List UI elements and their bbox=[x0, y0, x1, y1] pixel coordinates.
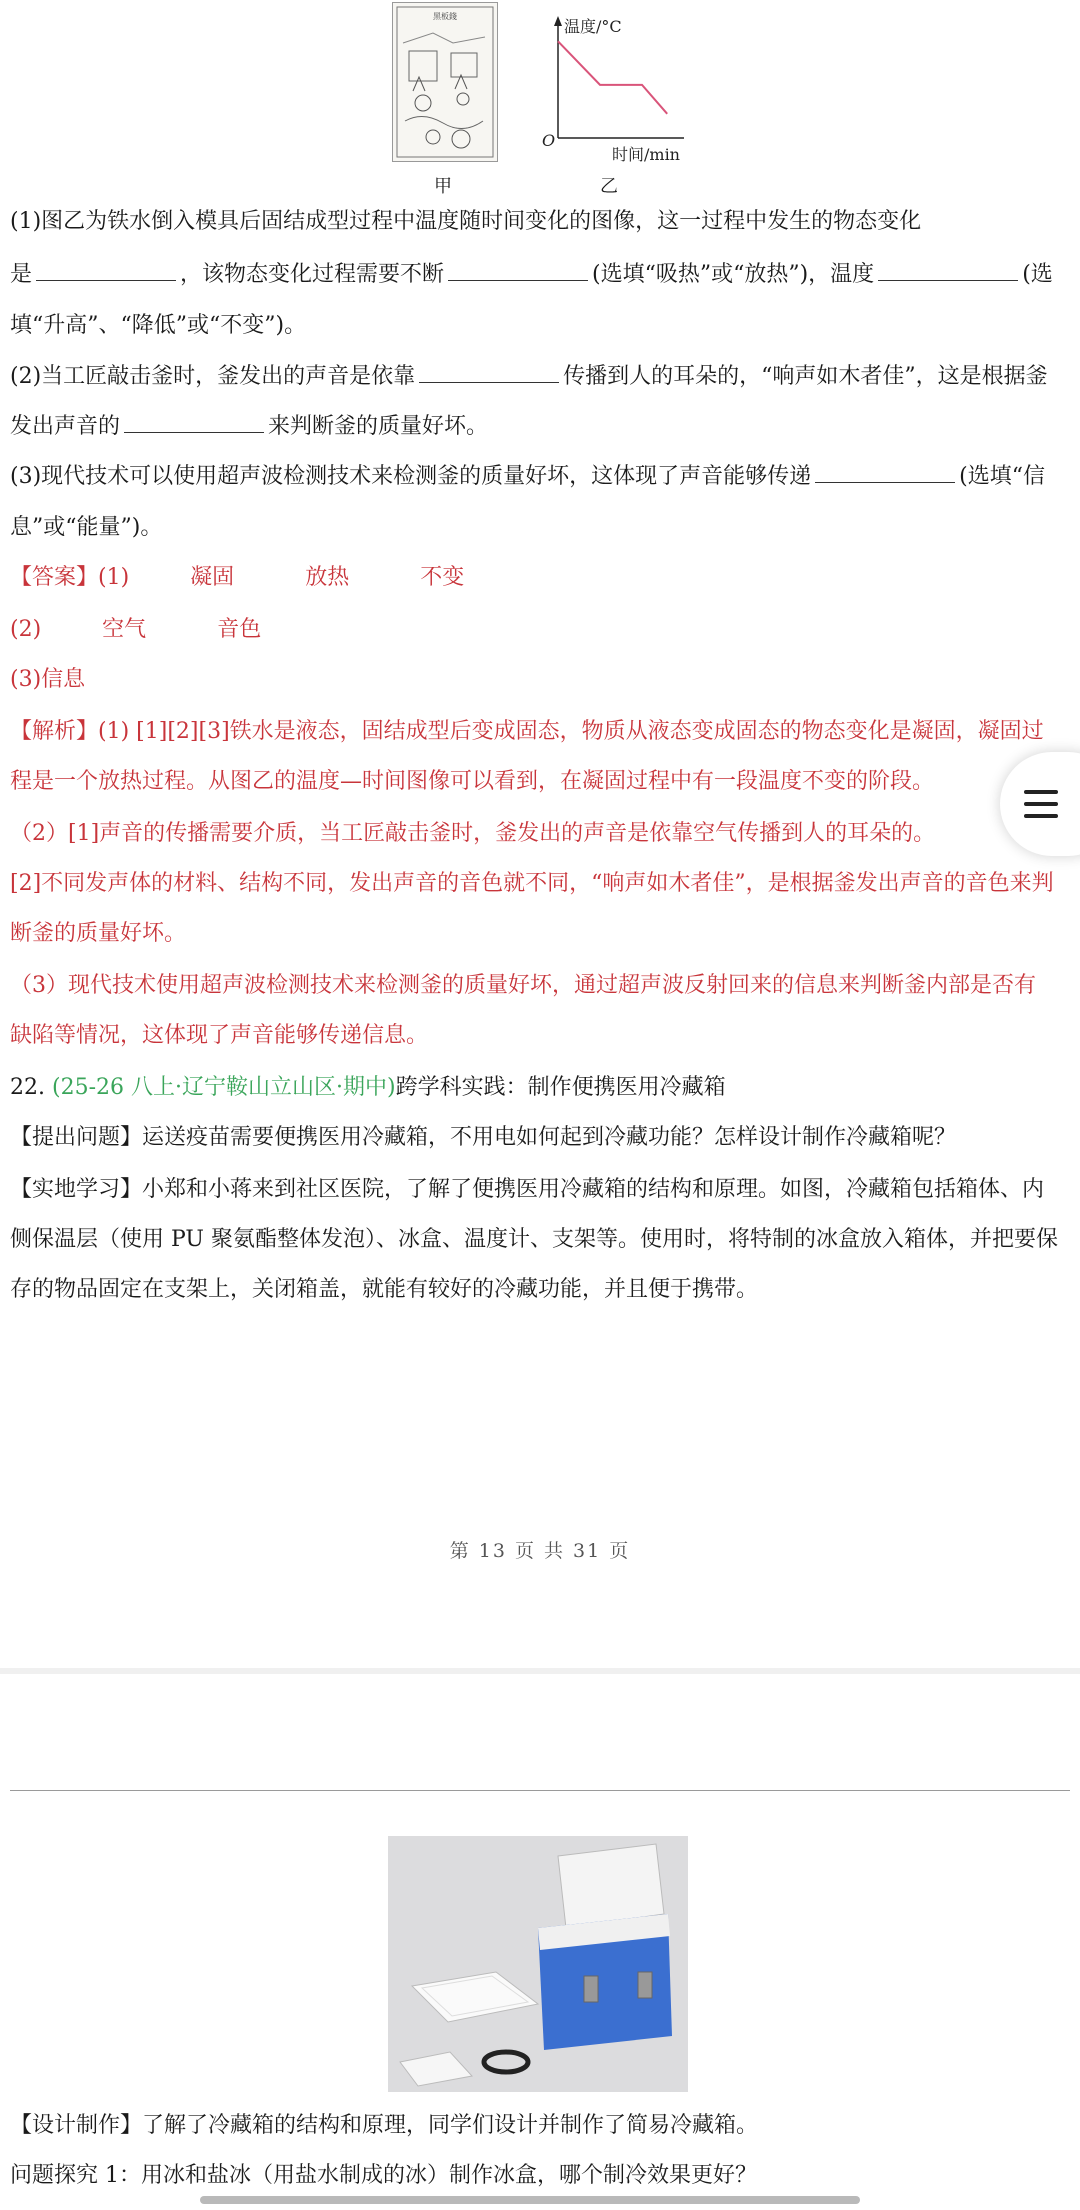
caption-jia: 甲 bbox=[434, 176, 452, 197]
text-fragment: 是 bbox=[10, 262, 33, 287]
analysis-line3: （2）[1]声音的传播需要介质，当工匠敲击釜时，釜发出的声音是依靠空气传播到人的耳朵的。 bbox=[10, 821, 936, 846]
analysis-line4: [2]不同发声体的材料、结构不同，发出声音的音色就不同，“响声如木者佳”，是根据釜发出声音的音色来判 bbox=[10, 871, 1054, 896]
origin-label: O bbox=[542, 131, 556, 150]
answer-label: (2) bbox=[10, 617, 42, 642]
y-axis-arrow bbox=[554, 16, 562, 26]
answer-value: 凝固 bbox=[190, 565, 235, 590]
q22-line1: 【提出问题】运送疫苗需要便携医用冷藏箱，不用电如何起到冷藏功能？怎样设计制作冷藏箱呢？ bbox=[10, 1125, 957, 1150]
text-fragment: 来判断釜的质量好坏。 bbox=[268, 414, 489, 439]
analysis-line2: 程是一个放热过程。从图乙的温度—时间图像可以看到，在凝固过程中有一段温度不变的阶段。 bbox=[10, 769, 935, 794]
text-fragment: (选填“信 bbox=[959, 464, 1046, 489]
answer-blank bbox=[448, 258, 588, 281]
x-axis-label: 时间/min bbox=[612, 145, 680, 162]
text-fragment: (选 bbox=[1022, 262, 1053, 287]
illustration-title: 黑板錢 bbox=[433, 12, 457, 21]
q21-part3-line2: 息”或“能量”)。 bbox=[10, 515, 163, 540]
answer-blank bbox=[36, 258, 176, 281]
q22-line6: 问题探究 1：用冰和盐冰（用盐水制成的冰）制作冰盒，哪个制冷效果更好？ bbox=[10, 2163, 757, 2188]
answer-blank bbox=[419, 360, 559, 383]
answer-line1 bbox=[10, 562, 1070, 594]
answer-value: 空气 bbox=[102, 617, 147, 642]
question-title: 跨学科实践：制作便携医用冷藏箱 bbox=[395, 1075, 726, 1100]
text-fragment: 传播到人的耳朵的，“响声如木者佳”，这是根据釜 bbox=[563, 364, 1048, 389]
answer-blank bbox=[878, 258, 1018, 281]
analysis-line5: 断釜的质量好坏。 bbox=[10, 921, 187, 946]
answer-value: 音色 bbox=[217, 617, 262, 642]
temperature-time-chart bbox=[534, 10, 694, 162]
text-fragment: (3)现代技术可以使用超声波检测技术来检测釜的质量好坏，这体现了声音能够传递 bbox=[10, 464, 812, 489]
analysis-line7: 缺陷等情况，这体现了声音能够传递信息。 bbox=[10, 1023, 429, 1048]
q21-part1-line3: 填“升高”、“降低”或“不变”)。 bbox=[10, 313, 307, 338]
question-number: 22. bbox=[10, 1075, 45, 1100]
caption-yi: 乙 bbox=[600, 176, 618, 197]
q22-line2: 【实地学习】小郑和小蒋来到社区医院，了解了便携医用冷藏箱的结构和原理。如图，冷藏箱包括箱体、内 bbox=[10, 1177, 1045, 1202]
q22-heading bbox=[10, 1072, 1070, 1104]
text-fragment: (选填“吸热”或“放热”)，温度 bbox=[592, 262, 875, 287]
temperature-curve bbox=[558, 41, 667, 114]
q22-line3: 侧保温层（使用 PU 聚氨酯整体发泡）、冰盒、温度计、支架等。使用时，将特制的冰盒放入箱体，并把要保 bbox=[10, 1227, 1058, 1252]
answer-blank bbox=[124, 410, 264, 433]
q21-part1-line2 bbox=[10, 258, 1070, 291]
y-axis-label: 温度/°C bbox=[564, 17, 622, 36]
analysis-line6: （3）现代技术使用超声波检测技术来检测釜的质量好坏，通过超声波反射回来的信息来判断釜内部是否有 bbox=[10, 973, 1037, 998]
answer-blank bbox=[815, 460, 955, 483]
page-number: 第 13 页 共 31 页 bbox=[449, 1540, 631, 1562]
answer-value: 不变 bbox=[420, 565, 465, 590]
question-source: (25-26 八上·辽宁鞍山立山区·期中) bbox=[52, 1075, 396, 1100]
analysis-line1: 【解析】(1) [1][2][3]铁水是液态，固结成型后变成固态，物质从液态变成固态的物态变化是凝固，凝固过 bbox=[10, 719, 1044, 744]
answer-label: 【答案】(1) bbox=[10, 565, 130, 590]
answer-line3: (3)信息 bbox=[10, 667, 86, 692]
answer-line2 bbox=[10, 614, 1070, 646]
answer-value: 放热 bbox=[305, 565, 350, 590]
text-fragment: 发出声音的 bbox=[10, 414, 121, 439]
q22-line4: 存的物品固定在支架上，关闭箱盖，就能有较好的冷藏功能，并且便于携带。 bbox=[10, 1277, 759, 1302]
horizontal-scrollbar[interactable] bbox=[200, 2196, 860, 2204]
cooler-box-photo bbox=[388, 1836, 688, 2092]
q21-part2-line2 bbox=[10, 410, 1070, 443]
text-fragment: (2)当工匠敲击釜时，釜发出的声音是依靠 bbox=[10, 364, 416, 389]
ancient-illustration-image bbox=[392, 2, 498, 162]
q21-part2-line1 bbox=[10, 360, 1070, 393]
page-separator bbox=[0, 1668, 1080, 1674]
text-fragment: ，该物态变化过程需要不断 bbox=[180, 262, 445, 287]
q21-part3-line1 bbox=[10, 460, 1070, 493]
q21-part1-line1: (1)图乙为铁水倒入模具后固结成型过程中温度随时间变化的图像，这一过程中发生的物态变化 bbox=[10, 209, 922, 234]
horizontal-rule bbox=[10, 1790, 1070, 1791]
chart-svg bbox=[534, 10, 694, 162]
q22-line5: 【设计制作】了解了冷藏箱的结构和原理，同学们设计并制作了简易冷藏箱。 bbox=[10, 2113, 759, 2138]
